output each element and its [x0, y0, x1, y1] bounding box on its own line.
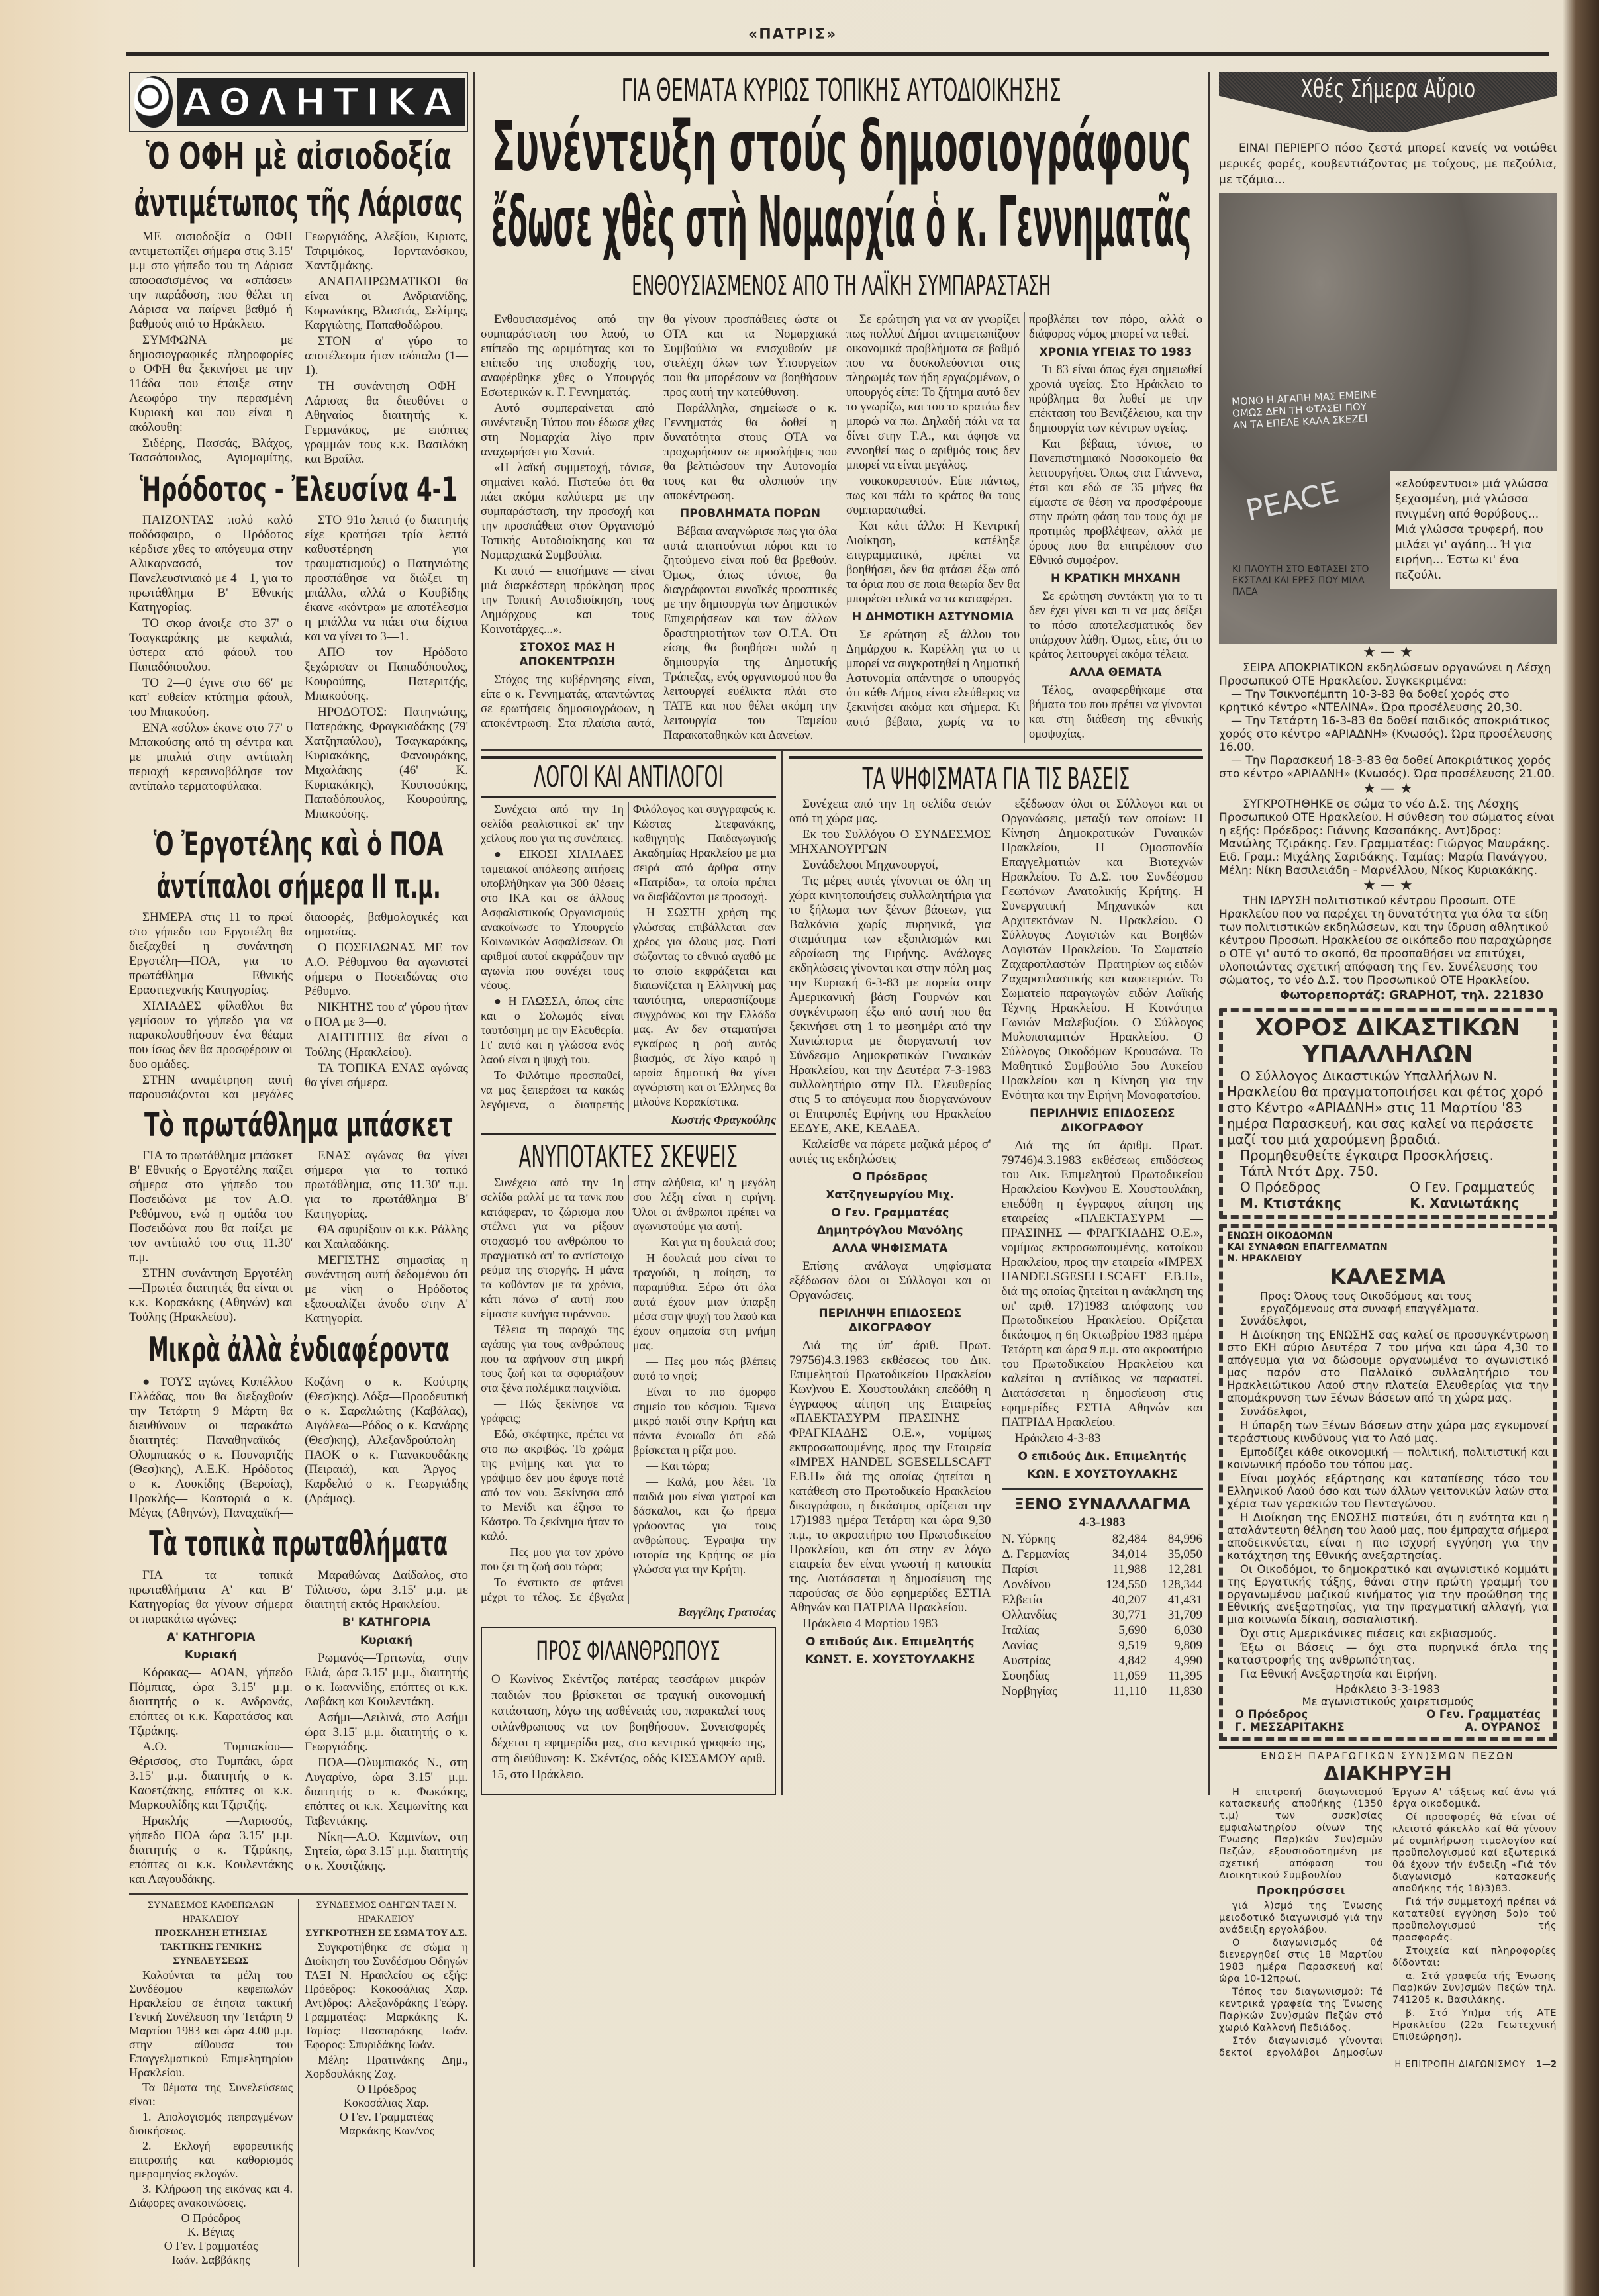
- paragraph: ΕΝΑΣ αγώνας θα γίνει σήμερα για το τοπικό πρωτάθλημα, στις 11.30' π.μ. για το πρωτάθλημα Β' Κατηγορίας.: [305, 1149, 468, 1221]
- paragraph: Μέλη: Πρατινάκης Δημ., Χορδουλάκης Ζαχ.: [305, 2052, 468, 2080]
- buy-rate: 11,110: [1113, 1684, 1147, 1698]
- right-column: [1210, 72, 1557, 2071]
- paragraph: ΓΙΑ τα τοπικά πρωταθλήματα Α' και Β' Κατηγορίας θα γίνουν σήμερα οι παρακάτω αγώνες:: [129, 1568, 293, 1626]
- paragraph: Η Διοίκηση της ΕΝΩΣΗΣ πιστεύει, ότι η ενότητα και η αταλάντευτη θέληση του λαού μας, που έμπραχτα σήμερα αποδεικνύεται, είναι η πιο ισχυρή εγγύηση για την κατάχτηση της Εθνικής ανεξαρτησίας.: [1227, 1511, 1549, 1562]
- paragraph: ΠΑΙΖΟΝΤΑΣ πολύ καλό ποδόσφαιρο, ο Ηρόδοτος κέρδισε χθες το απόγευμα στην Αλικαρνασσό, τον Πανελευσινιακό με 4—1, για το πρωτάθλημα Β' Εθνικής Κατηγορίας.: [129, 513, 293, 615]
- ergotelis-headline-1: Ὁ Ἐργοτέλης καὶ ὁ ΠΟΑ: [154, 825, 444, 864]
- sell-rate: 12,281: [1167, 1562, 1202, 1576]
- ofi-headline-2: ἀντιμέτωπος τῆς Λάρισας: [134, 181, 463, 225]
- paragraph: Είναι μοχλός εξάρτησης και καταπίεσης τόσο του Ελληνικού Λαού όσο και των άλλων γειτονικών λαών στα χέρια των γερακιών του Πενταγώνου.: [1227, 1472, 1549, 1510]
- forex-row: [1002, 1577, 1204, 1592]
- news-item: ΣΕΙΡΑ ΑΠΟΚΡΙΑΤΙΚΩΝ εκδηλώσεων οργανώνει η Λέσχη Προσωπικού ΟΤΕ Ηρακλείου. Συγκεκριμένα:: [1219, 661, 1551, 688]
- paragraph: Γιά τήν συμμετοχή πρέπει νά κατατεθεί εγγύηση 5ο)ο τού προϋπολογισμού τής προσφοράς.: [1392, 1897, 1557, 1943]
- paragraph: Ηρακλής —Λαρισσός, γήπεδο ΠΟΑ ώρα 3.15' μ.μ. διαιτητής ο κ. Τζιράκης, επόπτες οι κ.κ. Κουλεντάκης και Λαγουδάκης.: [129, 1813, 293, 1886]
- paragraph: Συγκροτήθηκε σε σώμα η Διοίκηση του Συνδέσμου Οδηγών ΤΑΞΙ Ν. Ηρακλείου ως εξής: Πρόεδρος: Κοκοσάλιας Χαρ. Αντ)δρος: Αλεξανδράκης Γεώργ. Γραμματέας: Μαρκάκης Κ. Ταμίας: Πασπαράκης Ιωάν. Έφορος: Σπυριδάκης Ιωάν.: [305, 1940, 468, 2051]
- diakiryxi-org: ΕΝΩΣΗ ΠΑΡΑΓΩΓΙΚΩΝ ΣΥΝ)ΣΜΩΝ ΠΕΖΩΝ: [1261, 1751, 1515, 1762]
- paragraph: ΣΥΜΦΩΝΑ με δημοσιογραφικές πληροφορίες ο ΟΦΗ θα ξεκινήσει με την 11άδα που έπαιξε στην Λεωφόρο την περασμένη Κυριακή και που είναι η ακόλουθη:: [129, 333, 293, 435]
- logoi-byline: Κωστής Φραγκούλης: [671, 1113, 776, 1126]
- paragraph: Έξω οι Βάσεις — όχι στα πυρηνικά όπλα της καταστροφής της ανθρωπότητας.: [1227, 1641, 1549, 1666]
- paragraph: ΜΕΓΙΣΤΗΣ σημασίας η συνάντηση αυτή δεδομένου ότι με νίκη ο Ηρόδοτος εξασφαλίζει άνοδο στην Α' Κατηγορία.: [305, 1253, 468, 1326]
- paragraph: Συνάδελφοι Μηχανουργοί,: [802, 858, 939, 872]
- paragraph: Τα θέματα της Συνελεύσεως είναι:: [129, 2080, 293, 2108]
- subheading: ΠΡΟΒΛΗΜΑΤΑ ΠΟΡΩΝ: [679, 507, 821, 520]
- subheading: ΠΕΡΙΛΗΨΙΣ ΕΠΙΔΟΣΕΩΣ ΔΙΚΟΓΡΑΦΟΥ: [1030, 1107, 1175, 1135]
- subheading: Χατζηγεωργίου Μιχ.: [826, 1188, 955, 1202]
- paragraph: Κόρακας— ΑΟΑΝ, γήπεδο Πόμπιας, ώρα 3.15' μ.μ. διαιτητής ο κ. Ανδρονάς, επόπτες οι κ.κ. Καρατάσος και Τζιράκης.: [129, 1665, 293, 1738]
- center-lower-left: [481, 751, 783, 1795]
- paragraph: ΔΙΑΙΤΗΤΗΣ θα είναι ο Τούλης (Ηρακλείου).: [305, 1031, 468, 1060]
- paragraph: Ο Πρόεδρος: [181, 2211, 241, 2224]
- xoros-body: Ο Σύλλογος Δικαστικών Υπαλλήλων Ν. Ηρακλείου θα πραγματοποιήσει και φέτος χορό στο Κέντρο «ΑΡΙΑΔΝΗ» στις 11 Μαρτίου '83 ημέρα Παρασκευή, και σας καλεί να περάσετε μαζί του μιά χαρούμενη βραδιά.: [1227, 1068, 1543, 1147]
- kalesma-notice: [1219, 1224, 1557, 1741]
- paragraph: γιά λ)σμό της Ένωσης μειοδοτικό διαγωνισμό γιά την ανάδειξη εργολάβου.: [1219, 1901, 1383, 1935]
- paragraph: Η δουλειά μου είναι το τραγούδι, η ποίηση, τα παραμύθια. Ξέρω ότι όλα αυτά έχουν μιαν ύπαρξη μέσα στην ψυχή του λαού και έχουν σημασία στη μνήμη μας.: [633, 1251, 776, 1352]
- paragraph: Οι Οικοδόμοι, το δημοκρατικό και αγωνιστικό κομμάτι της Εργατικής τάξης, θάναι στην πρώτη γραμμή του οργανωμένου μαζικού κινήματος για την προώθηση της Εθνικής ανεξαρτησίας, για την πραγματική αλλαγή, για μια κοινωνία δίκαιη, σοσιαλιστική.: [1227, 1563, 1549, 1626]
- currency-name: Λονδίνου: [1002, 1578, 1051, 1592]
- paragraph: Στόχος της κυβέρνησης είναι, είπε ο κ. Γεννηματάς, απαντώντας σε ερωτήσεις δημοσιογράφων, η αποκέντρωση. Στα πλαίσια αυτά, θα γίνουν προσπάθειες ώστε οι ΟΤΑ και τα Νομαρχιακά Συμβούλια να ενισχυθούν με στελέχη όλων των Υπουργείων που θα μπορέσουν να βοηθήσουν προς αυτή την κατεύθυνση.: [481, 313, 837, 730]
- paragraph: Διά της ύπ' άριθ. Πρωτ. 79756)4.3.1983 εκθέσεως του Δικ. Επιμελητού Πρωτοδικείου Ηρακλείου Κων)νου Ε. Χουστουλάκη επεδόθη η έγγραφος αίτηση της Εταιρείας «ΠΛΕΚΤΑΣΥΡΜ ΠΡΑΣΙΝΗΣ — ΦΡΑΓΚΙΑΔΗΣ Ο.Ε.», νομίμως εκπροσωπουμένης, προς την Εταιρεία «IMPEX HANDEL SGESELLSCAFT F.B.H» διά της οποίας ζητείται η κατάθεση στο Πρωτοδικείο Ηρακλείου δικογράφου, η δικάσιμος ορίζεται την 17)1983 ημέρα Τετάρτη και ώρα 9,30 π.μ., το ακροατήριο του Πρωτοδικείου Ηρακλείου, και ότι στην εν λόγω εταιρεία δεν είναι γνωστή η κατοικία της. Διατάσσεται η δημοσίευση της παρούσας σε δύο εφημερίδες ΕΣΤΙΑ Αθηνών και ΠΑΤΡΙΔΑ Ηρακλείου.: [789, 1339, 991, 1615]
- news-item: ΤΗΝ ΙΔΡΥΣΗ πολιτιστικού κέντρου Προσωπ. ΟΤΕ Ηρακλείου που να παρέχει τη δυνατότητα για όλα τα είδη των πολιτιστικών εκδηλώσεων, και την ίδρυση αθλητικού κέντρου Προσωπ. Ηρακλείου σε οικόπεδο που παραχώρησε ο ΟΤΕ γι' αυτό το σκοπό, θα προσπαθήσει να επιτύχει, υλοποιώντας σχετική απόφαση της Γεν. Συνέλευσης του σώματος, το νέο Δ.Σ. του Προσωπικού ΟΤΕ Ηρακλείου.: [1219, 894, 1553, 987]
- banner: [1219, 72, 1557, 132]
- paragraph: Μαρκάκης Κων/νος: [338, 2123, 434, 2137]
- basket-headline: Τὸ πρωτάθλημα μπάσκετ: [144, 1106, 453, 1145]
- buy-rate: 5,690: [1118, 1623, 1147, 1637]
- paragraph: Η επιτροπή διαγωνισμού κατασκευής αποθήκης (1350 τ.μ) των συσκ)σίας εμφιαλωτηρίου οίνων της Ένωσης Παρ)κών Συν)σμών Πεζών, εξουσιοδοτημένη με σχετική απόφαση του Διοικητικού Συμβουλίου: [1219, 1787, 1383, 1881]
- paragraph: Συνάδελφοι,: [1240, 1406, 1307, 1418]
- paragraph: Κοκοσάλιας Χαρ.: [343, 2095, 430, 2109]
- currency-name: Ιταλίας: [1002, 1623, 1040, 1637]
- subheading: ΣΤΟΧΟΣ ΜΑΣ Η ΑΠΟΚΕΝΤΡΩΣΗ: [519, 641, 616, 669]
- paragraph: Καλούνται τα μέλη του Συνδέσμου κεφεπωλών Ηρακλείου σε έτησια τακτική Γενική Συνέλευση την Τετάρτη 9 Μαρτίου 1983 και ώρα 4.00 μ.μ. στην αίθουσα του Επαγγελματικού Επιμελητηρίου Ηρακλείου.: [129, 1968, 293, 2079]
- paragraph: Τι 83 είναι όπως έχει σημειωθεί χρονιά υγείας. Στο Ηράκλειο το πρόβλημα θα λυθεί με την επέκταση του Βενιζέλειου, και την δημιουργία των κέντρων υγείας.: [1029, 363, 1202, 435]
- sports-section-logo: [129, 72, 468, 132]
- paragraph: Όχι στις Αμερικάνικες πιέσεις και εκβιασμούς.: [1240, 1627, 1497, 1640]
- sell-rate: 128,344: [1161, 1578, 1202, 1592]
- lead-article-body: [481, 312, 1202, 743]
- paragraph: ΤΑ ΤΟΠΙΚΑ ΕΝΑΣ αγώνας θα γίνει σήμερα.: [305, 1061, 468, 1090]
- paragraph: 3. Κλήρωση της εικόνας και 4. Διάφορες ανακοινώσεις.: [129, 2181, 293, 2209]
- buy-rate: 34,014: [1112, 1547, 1147, 1561]
- subheading: ΠΕΡΙΛΗΨΗ ΕΠΙΔΟΣΕΩΣ ΔΙΚΟΓΡΑΦΟΥ: [818, 1307, 962, 1335]
- basket-article-body: [129, 1149, 468, 1327]
- paragraph: ΣΤΟ 91ο λεπτό (ο διαιτητής είχε κρατήσει τρία λεπτά καθυστέρηση για τραυματισμούς) ο Πατηνιώτης προσπάθησε να διώξει τη μπάλλα, αλλά ο Κουβίδης έκανε «κόντρα» με αποτέλεσμα η μπάλλα να πάει στα δίχτυα και να γίνει το 3—1.: [305, 513, 468, 644]
- paragraph: ΝΙΚΗΤΗΣ του α' γύρου ήταν ο ΠΟΑ με 3—0.: [305, 1000, 468, 1029]
- paragraph: Μαραθώνας—Δαίδαλος, στο Τύλισσο, ώρα 3.15' μ.μ. με διαιτητή εκτός Ηρακλείου.: [305, 1568, 468, 1611]
- xoros-line: Προμηθευθείτε έγκαιρα Προσκλήσεις.: [1240, 1147, 1494, 1163]
- paragraph: Εμποδίζει κάθε οικονομική — πολιτική, πολιτιστική και κοινωνική πρόοδο του τόπου μας.: [1227, 1446, 1549, 1471]
- paragraph: Στόν διαγωνισμό γίνονται δεκτοί εργολάβοι Δημοσίων Έργων Α' τάξεως καί άνω γιά έργα οικοδομικά.: [1219, 1787, 1557, 2058]
- forex-date: 4-3-1983: [1079, 1515, 1126, 1529]
- forex-row: [1002, 1607, 1204, 1623]
- sell-rate: 35,050: [1167, 1547, 1202, 1561]
- signature-role: Ο Πρόεδρος: [1235, 1708, 1308, 1721]
- lead-headline-2: ἔδωσε χθὲς στὴ Νομαρχία ὁ κ. Γεννηματᾶς: [491, 181, 1192, 262]
- sell-rate: 6,030: [1174, 1623, 1202, 1637]
- paragraph: Είναι το πιο όμορφο σημείο του κόσμου. Έμενα μικρό παιδί στην Κρήτη και πάντα ένοιωθα ότι εδώ βρίσκεται η ρίζα μου.: [633, 1385, 776, 1457]
- subheading: Η ΔΗΜΟΤΙΚΗ ΑΣΤΥΝΟΜΙΑ: [852, 610, 1014, 624]
- signature-role: Ο Γεν. Γραμματεύς: [1410, 1179, 1535, 1195]
- filanthropous-body: Ο Κωνίνος Σκέντζος πατέρας τεσσάρων μικρών παιδιών που βρίσκεται σε τραγική οικονομική κατάσταση, λόγω της ασθένειάς του, παρακαλεί τους φιλάνθρωπους να τον βοηθήσουν. Συνεισφορές δέχεται η εφημερίδα μας, στο κεντρικό γραφείο της, στη διεύθυνση: Κ. Σκέντζος, οδός ΚΙΣΣΑΜΟΥ αριθ. 15, στο Ηράκλειο.: [491, 1672, 765, 1782]
- paragraph: 2. Εκλογή εφορευτικής επιτροπής και καθορισμός ημερομηνίας εκλογών.: [129, 2138, 293, 2180]
- signature-role: Ο Γεν. Γραμματέας: [1426, 1708, 1541, 1721]
- paragraph: Ηράκλειο 4-3-83: [1014, 1431, 1101, 1445]
- forex-row: [1002, 1668, 1204, 1684]
- paragraph: Σε ερώτηση συντάκτη για το τι δεν έχει γίνει και τι να μας δείξει το πόσο αποτελεσματικός δεν υπάρχουν λάθη. Όμως, είπε, ότι το κράτος λειτουργεί ακόμα τέλεια.: [1029, 590, 1202, 661]
- paragraph: Κ. Βέγιας: [187, 2224, 234, 2238]
- paragraph: Παράλληλα, σημείωσε ο κ. Γεννηματάς θα δοθεί η δυνατότητα στους ΟΤΑ να προχωρήσουν σε προσλήψεις που θα βελτιώσουν την Αυτονομία τους και θα ολοπιούν την αποκέντρωση.: [663, 402, 837, 502]
- paragraph: ΜΕ αισιοδοξία ο ΟΦΗ αντιμετωπίζει σήμερα στις 3.15' μ.μ στο γήπεδο του τη Λάρισα αποφασισμένος να «σπάσει» την παράδοση, που θέλει τη Λάρισα να παίρνει βαθμό ή βαθμούς από το Ηράκλειο.: [129, 230, 293, 332]
- paragraph: Το ένστικτο σε φτάνει μέχρι το τέλος. Σε έβγαλα στην αλήθεια, κι' η μεγάλη σου λέξη είναι η ειρήνη. Όλοι οι άνθρωποι πρέπει να αγωνιστούμε για αυτή.: [481, 1176, 776, 1603]
- paragraph: Τέλεια τη παραχώ της αγάπης για τους ανθρώπους που τα αφήνουν στη μικρή τους ζωή και τα σφυριάζουν στα ξένα πολέμικα παιχνίδια.: [481, 1323, 624, 1394]
- news-item: — Την Τετάρτη 16-3-83 θα δοθεί παιδικός αποκριάτικος χορός στο κέντρο «ΑΡΙΑΔΝΗ» (Κνωσός). Ώρα προσέλευσης 16.00.: [1219, 714, 1553, 754]
- kalesma-recipients: Προς: Όλους τους Οικοδόμους και τους εργαζόμενους στα συναφή επαγγέλματα.: [1260, 1290, 1479, 1315]
- diakiryxi-code: 1—2: [1535, 2060, 1557, 2070]
- news-item: — Την Παρασκευή 18-3-83 θα δοθεί Αποκριάτικος χορός στο κέντρο «ΑΡΙΑΔΝΗ» (Κνωσός). Ώρα προσέλευσης 21.00.: [1219, 754, 1555, 781]
- forex-row: [1002, 1653, 1204, 1668]
- paragraph: Τέλος, αναφερθήκαμε στα βήματα του που πρέπει να γίνονται και στη διάθεση της εθνικής ομοψυχίας.: [1029, 684, 1202, 741]
- topika-headline: Τὰ τοπικὰ πρωταθλήματα: [149, 1523, 448, 1564]
- paragraph: Βέβαια αναγνώρισε πως για όλα αυτά απαιτούνται πόροι και το ζητούμενο είναι πού θα βρεθούν. Όμως, όπως τόνισε, θα διαγράφονται ευνοϊκές προοπτικές με την δημιουργία των Δημοτικών Επιχειρήσεων και των άλλων δραστηριοτήτων των Ο.Τ.Α. Ότι είσης θα βοηθήσει πολύ η δημιουργία της Δημοτικής Τράπεζας, ενός οργανισμού που θα λειτουργεί ευέλικτα πλάι στο ΤΑΤΕ και που θέλει ακόμη την λειτουργία του Ταμείου Παρακαταθηκών και Δανείων.: [663, 525, 837, 742]
- currency-name: Νορβηγίας: [1002, 1684, 1057, 1698]
- psifismata-column-1: [789, 797, 991, 1667]
- forex-row: [1002, 1592, 1204, 1607]
- ofi-article-body: [129, 230, 468, 467]
- paragraph: ● ΤΟΥΣ αγώνες Κυπέλλου Ελλάδας, που θα διεξαχθούν την Τετάρτη 9 Μάρτη θα διευθύνουν οι παρακάτω διαιτητές: Παναθηναϊκός—Ολυμπιακός ο κ. Πουναρτζής (Θεσ)κης), Α.Ε.Κ.—Ηρόδοτος ο κ. Λουκίδης (Βεροίας), Ηρακλής— Καστοριά ο κ. Μέγας (Αθηνών), Παναχαϊκή—Κοζάνη ο κ. Κούτρης (Θεσ)κης). Δόξα—Προοδευτική ο κ. Σαραλιώτης (Καβάλας), Αιγάλεω—Ρόδος ο κ. Κανάρης (Θεσ)κης), Αλεξανδρούπολη—ΠΑΟΚ ο κ. Γιανακουδάκης (Πειραιά), και Άργος—Καρδελιό ο κ. Γεωργιάδης (Δράμας).: [129, 1374, 468, 1520]
- paragraph: Και κάτι άλλο: Η Κεντρική Διοίκηση, κατέληξε επιγραμματικά, πρέπει να βοηθήσει, δεν θα φτάσει έξω από τα όρια που σε ποια θεωρία δεν θα μπορέσει τελικά να τα καταφέρει.: [846, 520, 1020, 606]
- subheading: Κυριακή: [360, 1633, 413, 1647]
- xoros-title: ΧΟΡΟΣ ΔΙΚΑΣΤΙΚΩΝ ΥΠΑΛΛΗΛΩΝ: [1255, 1014, 1521, 1068]
- sell-rate: 11,395: [1168, 1669, 1202, 1683]
- notice-title: ΠΡΟΣΚΛΗΣΗ ΕΤΗΣΙΑΣ ΤΑΚΤΙΚΗΣ ΓΕΝΙΚΗΣ ΣΥΝΕΛΕΥΣΕΩΣ: [154, 1927, 267, 1966]
- paragraph: Επίσης ανάλογα ψηφίσματα εξέδωσαν όλοι οι Σύλλογοι και οι Οργανώσεις.: [789, 1259, 991, 1302]
- notice-body: [305, 1940, 468, 2081]
- paragraph: εξέδωσαν όλοι οι Σύλλογοι και οι Οργανώσεις, μεταξύ των οποίων: Η Κίνηση Δημοκρατικών Γυναικών Ηρακλείου, Η Ομοσπονδία Επαγγελματιών και Βιοτεχνών Ηρακλείου. Το Δ.Σ. του Συνδέσμου Γεωπόνων Ανατολικής Κρήτης. Η Συνεργατική Μηχανικών και Αρχιτεκτόνων Ν. Ηρακλείου. Ο Σύλλογος Λογιστών και Βοηθών Λογιστών Ηρακλείου. Το Σωματείο Ζαχαροπλαστών—Πρατηρίων ως ειδών Ζαχαροπλαστικής και καφετεριών. Το Σωματείο παραγωγών ειδών Λαϊκής Τέχνης Ηρακλείου. Η Κοινότητα Γωνιών Μαλεβυζίου. Ο Σύλλογος Μυλοποταμιτών Ηρακλείου. Ο Σύλλογος Οικοδόμων Κρουσώνα. Το Μαθητικό Συμβούλιο 5ου Λυκείου Ηρακλείου και η Κίνηση για την Ενότητα και την Ειρήνη Μονοφατσίου.: [1001, 797, 1203, 1102]
- paragraph: Η ύπαρξη των Ξένων Βάσεων στην χώρα μας εγκυμονεί τεράστιους κινδύνους για το Λαό μας.: [1227, 1419, 1549, 1445]
- kalesma-org: ΕΝΩΣΗ ΟΙΚΟΔΟΜΩΝ ΚΑΙ ΣΥΝΑΦΩΝ ΕΠΑΓΓΕΛΜΑΤΩΝ Ν. ΗΡΑΚΛΕΙΟΥ: [1227, 1231, 1388, 1264]
- kalesma-greeting: Με αγωνιστικούς χαιρετισμούς: [1302, 1696, 1474, 1708]
- subheading: Ο επιδούς Δικ. Επιμελητής: [805, 1635, 975, 1649]
- paragraph: Ο ΠΟΣΕΙΔΩΝΑΣ ΜΕ τον Α.Ο. Ρέθυμνου θα αγωνιστεί σήμερα ο Ποσειδώνας στο Ρέθυμνο.: [305, 941, 468, 999]
- paragraph: Σιδέρης, Πασσάς, Βλάχος, Τασσόπουλος, Αγιομαμίτης, Γεωργιάδης, Αλεξίου, Κιριατς, Τσιριμόκος, Ιορντανόσκου, Χαντζιμάκης.: [129, 230, 468, 465]
- paragraph: α. Στά γραφεία τής Ένωσης Παρ)κών Συν)σμών Πεζών τηλ. 741205 κ. Βασιλάκης.: [1392, 1971, 1557, 2005]
- paragraph: Ηράκλειο 4 Μαρτίου 1983: [802, 1617, 938, 1631]
- herodotos-article-body: [129, 513, 468, 822]
- paragraph: ΓΙΑ το πρωτάθλημα μπάσκετ Β' Εθνικής ο Εργοτέλης παίζει σήμερα στο γήπεδο του Ποσειδώνα με τον Α.Ο. Ρεθύμνου, ενώ η ομάδα του Ποσειδώνα που θα παίξει με τον αντίπαλό του στις 11.30' π.μ.: [129, 1149, 293, 1265]
- sell-rate: 41,431: [1167, 1593, 1202, 1607]
- anypotaktes-byline: Βαγγέλης Γρατσέας: [678, 1605, 776, 1619]
- paragraph: Συνέχεια από την 1η σελίδα ρεαλιστικοί εκ' την χείλους που για τις συνέπειες.: [481, 802, 624, 845]
- forex-row: [1002, 1547, 1204, 1562]
- lead-subhead: ΕΝΘΟΥΣΙΑΣΜΕΝΟΣ ΑΠΟ ΤΗ ΛΑΪΚΗ ΣΥΜΠΑΡΑΣΤΑΣΗ: [632, 271, 1051, 301]
- anypotaktes-header: [481, 1133, 776, 1175]
- mikra-article-body: [129, 1375, 468, 1521]
- center-lower-right: [783, 751, 1203, 1699]
- paragraph: Για Εθνική Ανεξαρτησία και Ειρήνη.: [1240, 1668, 1437, 1680]
- paragraph: «Η λαϊκή συμμετοχή, τόνισε, σημαίνει καλό. Πιστεύω ότι θα πάει ακόμα καλύτερα με την συμπαράσταση, την προσοχή και την προσπάθεια στον Οργανισμό Τοπικής Αυτοδιοίκησης και τα Νομαρχιακά Συμβούλια.: [481, 461, 654, 562]
- paragraph: Ο διαγωνισμός θά διενεργηθεί στις 18 Μαρτίου 1983 ημέρα Παρασκευή καί ώρα 10-12πρωί.: [1219, 1938, 1383, 1984]
- paragraph: β. Στό Υπ)μα τής ΑΤΕ Ηρακλείου (22α Γεωτεχνική Επιθεώρηση).: [1392, 2008, 1557, 2042]
- buy-rate: 11,988: [1112, 1562, 1147, 1576]
- ergotelis-headline-2: ἀντίπαλοι σήμερα ΙΙ π.μ.: [156, 867, 441, 906]
- sell-rate: 4,990: [1174, 1654, 1202, 1668]
- paragraph: — Πες μου πώς βλέπεις αυτό το νησί;: [633, 1355, 776, 1382]
- paragraph: ΣΤΗΝ συνάντηση Εργοτέλη—Πρωτέα διαιτητές θα είναι οι κ.κ. Κορακάκης (Αθηνών) και Τούλης (Ηρακλείου).: [129, 1267, 293, 1325]
- paragraph: Συνέχεια από την 1η σελίδα ραλλί με τα τανκ που κατάφεραν, το ζώρισμα που στέλνει για να ρίξουν στοχασμό του ανθρώπου το πραγματικό απ' το αντίστοιχο ρεύμα της στοργής. Η μάνα τα καθόνταν με τα χρόνια, κάτι πάνω σ' αυτή που είμαστε κυνήγια τυράννου.: [481, 1176, 624, 1320]
- subheading: Η ΚΡΑΤΙΚΗ ΜΗΧΑΝΗ: [1050, 572, 1181, 585]
- paragraph: Συνάδελφοι,: [1240, 1315, 1307, 1327]
- lead-headline-1: Συνέντευξη στούς δημοσιογράφους: [491, 106, 1192, 187]
- star-separator: ★ — ★: [1363, 644, 1413, 661]
- subheading: ΑΛΛΑ ΘΕΜΑΤΑ: [1069, 666, 1162, 679]
- topika-article-body: [129, 1568, 468, 1887]
- paragraph: ΤΗ συνάντηση ΟΦΗ—Λάρισας θα διευθύνει ο Αθηναίος διαιτητής κ. Γερμανάκος, με επόπτες γραμμών τους κ.κ. Βασιλάκη και Βραΐλα.: [305, 379, 468, 467]
- sports-column: [129, 72, 475, 2267]
- graffiti-peace: PEACE: [1243, 475, 1342, 528]
- anypotaktes-article-body: [481, 1175, 776, 1604]
- anypotaktes-title: ΑΝΥΠΟΤΑΚΤΕΣ ΣΚΕΨΕΙΣ: [518, 1139, 738, 1174]
- bottom-notices: [129, 1893, 468, 2267]
- signature-name: Γ. ΜΕΣΣΑΡΙΤΑΚΗΣ: [1235, 1721, 1345, 1733]
- paragraph: Ιωάν. Σαββάκης: [171, 2252, 250, 2266]
- buy-rate: 82,484: [1112, 1532, 1147, 1546]
- xoros-ad: [1219, 1008, 1557, 1219]
- forex-title: ΞΕΝΟ ΣΥΝΑΛΛΑΓΜΑ: [1014, 1495, 1190, 1513]
- buy-rate: 124,550: [1106, 1578, 1147, 1592]
- currency-name: Αυστρίας: [1002, 1654, 1051, 1668]
- notice-signatures: [305, 2082, 468, 2138]
- paragraph: ΗΡΟΔΟΤΟΣ: Πατηνιώτης, Πατεράκης, Φραγκιαδάκης (79' Χατζηπαύλου), Τσαγκαράκης, Κυριακάκης, Φανουράκης, Μιχαλάκης (46' Κ. Κυριακάκης), Κουτσούκης, Παπαδόπουλος, Κουρούπης, Μπακούσης.: [305, 705, 468, 822]
- taxi-notice: [299, 1899, 468, 2267]
- center-column: [475, 72, 1210, 1795]
- subheading: Ο Γεν. Γραμματέας: [831, 1206, 949, 1220]
- paragraph: Το Φιλότιμο προσπαθεί, να μας ξεπεράσει τα κακώς λεγόμενα, ο διαπρεπής Φιλόλογος και συγγραφεύς κ. Κώστας Στεφανάκης, καθηγητής Παιδαγωγικής Ακαδημίας Ηρακλείου με μια σειρά από άρθρα στην «Πατρίδα», τα οποία πρέπει να διαβάζονται με προσοχή.: [481, 802, 776, 1111]
- notice-signatures: [129, 2211, 293, 2267]
- buy-rate: 4,842: [1118, 1654, 1147, 1668]
- diakiryxi-title: ΔΙΑΚΗΡΥΞΗ: [1324, 1762, 1452, 1786]
- forex-row: [1002, 1638, 1204, 1653]
- filanthropous-title: ΠΡΟΣ ΦΙΛΑΝΘΡΩΠΟΥΣ: [536, 1636, 721, 1666]
- paragraph: Α.Ο. Τυμπακίου— Θέρισσος, στο Τυμπάκι, ώρα 3.15' μ.μ. διαιτητής ο κ. Καφετζάκης, επόπτες οι κ.κ. Μαρκουλίδης και Τζιρτζής.: [129, 1739, 293, 1812]
- kalesma-title: ΚΑΛΕΣΜΑ: [1330, 1265, 1446, 1290]
- paragraph: ΘΑ σφυρίξουν οι κ.κ. Ράλλης και Χαιλαδάκης.: [305, 1223, 468, 1252]
- logoi-article-body: [481, 802, 776, 1112]
- forex-row: [1002, 1562, 1204, 1577]
- psifismata-columns: [789, 797, 1203, 1699]
- currency-name: Ολλανδίας: [1002, 1608, 1057, 1622]
- notice-org: ΣΥΝΔΕΣΜΟΣ ΚΑΦΕΠΩΛΩΝ ΗΡΑΚΛΕΙΟΥ: [148, 1899, 274, 1925]
- notice-org: ΣΥΝΔΕΣΜΟΣ ΟΔΗΓΩΝ ΤΑΞΙ Ν. ΗΡΑΚΛΕΙΟΥ: [316, 1899, 457, 1925]
- paragraph: ΣΗΜΕΡΑ στις 11 το πρωί στο γήπεδο του Εργοτέλη θα διεξαχθεί η συνάντηση Εργοτέλη—ΠΟΑ, για το πρωτάθλημα Εθνικής Ερασιτεχνικής Κατηγορίας.: [129, 910, 293, 998]
- paragraph: Ρωμανός—Τριτωνία, στην Ελιά, ώρα 3.15' μ.μ., διαιτητής ο κ. Ιωαννίδης, επόπτες οι κ.κ. Δαβάκη και Κουλεντάκη.: [305, 1650, 468, 1709]
- column-intro: ΕΙΝΑΙ ΠΕΡΙΕΡΓΟ πόσο ζεστά μπορεί κανείς να νοιώθει μερικές φορές, κουβεντιάζοντας με τοίχους, με πεζούλια, με τζάμια...: [1219, 142, 1557, 187]
- currency-name: Ελβετία: [1002, 1593, 1043, 1607]
- sports-logo-text: ΑΘΛΗΤΙΚΑ: [177, 78, 465, 126]
- signature-name: Α. ΟΥΡΑΝΟΣ: [1465, 1721, 1541, 1733]
- paragraph: Και βέβαια, τόνισε, το Πανεπιστημιακό Νοσοκομείο θα λειτουργήσει. Όπως στα Γιάννενα, έτσι και εδώ σε 35 μήνες θα είμαστε σε θέση να προσφέρουμε στην πρώτη φάση του τους όχι με προτιμώς προβλέψεων, αλλά με όρους που θα επιτρέπουν στο Εθνικό συμφέρον.: [1029, 438, 1202, 567]
- sell-rate: 31,709: [1167, 1608, 1202, 1622]
- paragraph: Συνέχεια από την 1η σελίδα σειών από τη χώρα μας.: [789, 797, 991, 826]
- paragraph: Τόπος του διαγωνισμού: Τά κεντρικά γραφεία της Ένωσης Παρ)κών Συν)σμών Πεζών στό χωριό Καλλονή Πεδιάδος.: [1219, 1987, 1383, 2033]
- kalesma-date: Ηράκλειο 3-3-1983: [1335, 1683, 1440, 1696]
- signature-name: Μ. Κτιστάκης: [1240, 1195, 1341, 1211]
- ofi-headline-1: Ὁ ΟΦΗ μὲ αἰσιοδοξία: [146, 135, 452, 178]
- paragraph: Τις μέρες αυτές γίνονται σε όλη τη χώρα κινητοποιήσεις συλλαλητήρια για το ξήλωμα των ξένων βάσεων, για Βαλκάνια χωρίς πυρηνικά, για σταμάτημα των εξοπλισμών και εδραίωση της Ειρήνης. Ανάλογες εκδηλώσεις γίνονται και στην πόλη μας την Κυριακή 6-3-83 με πορεία στην Αμερικανική βάση Γουρνών και συγκέντρωση έξω από αυτή που θα ξεκινήσει στη 1 το μεσημέρι από την Χανιώπορτα με διοργανωτή τον Σύνδεσμο Δημοκρατικών Γυναικών Ηρακλείου, και την Δευτέρα 7-3-1983 συλλαλητήριο στην Πλ. Ελευθερίας στις 5 το απόγευμα που διοργανώνουν οι Επιτροπές Ειρήνης του Ηρακλείου ΕΕΔΥΕ, ΑΚΕ, ΚΕΑΔΕΑ.: [789, 874, 991, 1135]
- diakiryxi-notice: [1219, 1746, 1557, 2071]
- paragraph: ΤΟ 2—0 έγινε στο 66' με κατ' ευθείαν κτύπημα φάουλ, του Μπακούση.: [129, 676, 293, 720]
- paragraph: 1. Απολογισμός πεπραγμένων διοικήσεως.: [129, 2109, 293, 2137]
- psifismata-column-2: [1002, 797, 1204, 1482]
- currency-name: Δανίας: [1002, 1639, 1038, 1652]
- center-lower: [481, 749, 1202, 1795]
- newspaper-name: «ΠΑΤΡΙΣ»: [748, 26, 838, 43]
- star-separator: ★ — ★: [1363, 781, 1413, 797]
- paragraph: — Και τώρα;: [646, 1459, 710, 1472]
- news-item: ΣΥΓΚΡΟΤΗΘΗΚΕ σε σώμα το νέο Δ.Σ. της Λέσχης Προσωπικού ΟΤΕ Ηρακλείου. Η σύνθεση του σώματος είναι η εξής: Πρόεδρος: Γιάννης Κασαπάκης. Αντ)δρος: Μανώλης Τζιράκης. Γεν. Γραμματέας: Γιώργος Μαυράκης. Ειδ. Γραμ.: Μιχάλης Σαριδάκης. Ταμίας: Μαρία Πανάγγου, Μέλη: Νίκη Βασιλειάδη - Μαρνέλλου, Νίκος Κυριακάκης.: [1219, 798, 1555, 877]
- currency-name: Ν. Υόρκης: [1002, 1532, 1055, 1546]
- star-separator: ★ — ★: [1363, 877, 1413, 894]
- subheading: ΑΛΛΑ ΨΗΦΙΣΜΑΤΑ: [832, 1242, 948, 1255]
- graffiti-text: ΚΙ ΠΛΟΥΤΗ ΣΤΟ ΕΦΤΑΣΕΙ ΣΤΟ ΕΚΣΤΑΔΙ ΚΑΙ ΕΡΕΣ ΠΟΥ ΜΙΛΑ ΠΛΕΑ: [1232, 564, 1369, 597]
- currency-name: Δ. Γερμανίας: [1002, 1547, 1069, 1561]
- psifismata-title: ΤΑ ΨΗΦΙΣΜΑΤΑ ΓΙΑ ΤΙΣ ΒΑΣΕΙΣ: [862, 762, 1130, 796]
- top-rule: [126, 52, 1549, 56]
- subheading: ΚΩΝ. Ε ΧΟΥΣΤΟΥΛΑΚΗΣ: [1027, 1468, 1178, 1481]
- subheading: Ο επιδούς Δικ. Επιμελητής: [1018, 1450, 1187, 1463]
- paragraph: ΤΟ σκορ άνοιξε στο 37' ο Τσαγκαράκης με κεφαλιά, ύστερα από φάουλ του Παπαδόπουλου.: [129, 616, 293, 675]
- paragraph: Σε ερώτηση εξ άλλου του Δημάρχου κ. Καρέλλη για το τι μπορεί να συγκροτηθεί η Δημοτική Αστυνομία απάντησε ο υπουργός ότι κάθε Δήμος είναι ελεύθερος να ξεκινήσει ακόμα και σήμερα. Κι αυτό βέβαια, χωρίς να το προβλέπει τον πόρο, αλλά ο διάφορος νόμος μπορεί να τεθεί.: [846, 313, 1202, 729]
- buy-rate: 30,771: [1112, 1608, 1147, 1622]
- paragraph: Ο Πρόεδρος: [356, 2081, 416, 2095]
- signature-role: Ο Πρόεδρος: [1240, 1179, 1321, 1195]
- signature-name: Κ. Χανιωτάκης: [1410, 1195, 1520, 1211]
- notice-body: [129, 1968, 293, 2210]
- currency-name: Παρίσι: [1002, 1562, 1038, 1576]
- paragraph: ΣΤΟΝ α' γύρο το αποτέλεσμα ήταν ισόπαλο (1—1).: [305, 334, 468, 378]
- paragraph: ● Η ΓΛΩΣΣΑ, όπως είπε και ο Σολωμός είναι ταυτόσημη με την Ελευθερία. Γι' αυτό και η γλώσσα ενός λαού είναι η ψυχή του.: [481, 994, 624, 1066]
- photo-credit: Φωτορεπορτάζ: GRAPHOT, τηλ. 221830: [1279, 988, 1543, 1002]
- paragraph: Διά της ύπ άριθμ. Πρωτ. 79746)4.3.1983 εκθέσεως επιδόσεως του Δικ. Επιμελητού Πρωτοδικείου Ηρακλείου Κων)νου Ε. Χουστουλάκη, επεδόθη η έγγραφος αίτηση της εταιρείας «ΠΛΕΚΤΑΣΥΡΜ — ΠΡΑΣΙΝΗΣ — ΦΡΑΓΚΙΑΔΗΣ Ο.Ε.», νομίμως εκπροσωπουμένης, κατοίκου Ηρακλείου, προς την εταιρεία «IMPEX HANDELSGESELLSCAFT F.B.H», διά της οποίας ζητείται η ανάκληση της υπ' αριθ. 17)1983 απόφασης του Πρωτοδικείου Ηρακλείου. Ορίζεται δικάσιμος η 6η Οκτωβρίου 1983 ημέρα Τετάρτη και ώρα 9 π.μ. στο ακροατήριο του Πρωτοδικείου Ηρακλείου και καλείται η αντίδικος να παραστεί. Διατάσσεται η δημοσίευση στις εφημερίδες ΕΣΤΙΑ Αθηνών και ΠΑΤΡΙΔΑ Ηρακλείου.: [1001, 1139, 1203, 1429]
- paragraph: ΣΤΗΝ αναμέτρηση αυτή παρουσιάζονται και μεγάλες διαφορές, βαθμολογικές και σημασίας.: [129, 910, 468, 1102]
- forex-table: [1002, 1531, 1204, 1699]
- forex-section: [1002, 1488, 1204, 1699]
- sell-rate: 9,809: [1174, 1639, 1202, 1652]
- paragraph: — Καλά, μου λέει. Τα παιδιά μου είναι γιατροί και δάσκαλοι, και ζω ήρεμα γράφοντας για τους ανθρώπους. Έγραψα την ιστορία της Κρήτης σε μία γλώσσα για την Κρήτη.: [633, 1475, 776, 1576]
- paragraph: Εκ του Συλλόγου Ο ΣΥΝΔΕΣΜΟΣ ΜΗΧΑΝΟΥΡΓΩΝ: [789, 828, 991, 856]
- graffiti-photo: [1219, 193, 1557, 644]
- diakiryxi-body: [1219, 1786, 1557, 2059]
- paragraph: Κι αυτό — επισήμανε — είναι μιά διαρκέστερη πρόκληση προς την Τοπική Αυτοδιοίκηση, τους Δημάρχους και τους Κοινοτάρχες...».: [481, 565, 654, 636]
- xoros-price: Τάπλ Ντότ Δρχ. 750.: [1240, 1163, 1379, 1179]
- paragraph: ΑΠΟ τον Ηρόδοτο ξεχώρισαν οι Παπαδόπουλος, Κουρούπης, Πατεριτζής, Μπακούσης.: [305, 646, 468, 704]
- paragraph: Ο Γεν. Γραμματέας: [164, 2238, 258, 2252]
- diakiryxi-signature: Η ΕΠΙΤΡΟΠΗ ΔΙΑΓΩΝΙΣΜΟΥ: [1394, 2060, 1526, 2070]
- paragraph: ΕΝΑ «σόλο» έκανε στο 77' ο Μπακούσης από τη σέντρα και με μπαλιά στην αντίπαλη περιοχή κεραυνοβόλησε τον αντίπαλο τερματοφύλακα.: [129, 721, 293, 794]
- paragraph: ● ΕΙΚΟΣΙ ΧΙΛΙΑΔΕΣ ταμειακοί απόλεσης αιτήσεις υποβλήθηκαν για 300 θέσεις στο ΙΚΑ και σε άλλους Ασφαλιστικούς Οργανισμούς ανακοίνωσε το Υπουργείο Κοινωνικών Ασφαλίσεων. Οι αριθμοί αυτοί εκφράζουν την αγωνία που συνέχει τους νέους.: [481, 847, 624, 992]
- football-icon: [134, 76, 173, 128]
- paragraph: Ενθουσιασμένος από την συμπαράσταση του λαού, το επίπεδο της ωριμότητας και το επίπεδο της υποδοχής του, αναφέρθηκε χθες ο Υπουργός Εσωτερικών κ. Γ. Γεννηματάς.: [481, 313, 654, 399]
- psifismata-header: [789, 756, 1203, 797]
- right-news-items: [1219, 646, 1557, 987]
- buy-rate: 9,519: [1118, 1639, 1147, 1652]
- paragraph: Σε ερώτηση για να αν γνωρίζει πως πολλοί Δήμοι αντιμετωπίζουν οικονομικά προβλήματα σε βαθμό που να δυσκολεύονται στις πληρωμές των ήδη εργαζομένων, ο υπουργός είπε: Το ζήτημα αυτό δεν το γνωρίζω, και του το κρατάω δεν μπορώ να πω. Δηλαδή πάλι να τα δίνει στην Τ.Α., και άφησε να εννοηθεί πως ο αριθμός τους δεν μπορεί να είναι μεγάλος.: [846, 313, 1020, 472]
- news-item: — Την Τσικνοπέμπτη 10-3-83 θα δοθεί χορός στο κρητικό κέντρο «ΝΤΕΛΙΝΑ». Ώρα προσέλευσης 20,30.: [1219, 688, 1523, 714]
- logoi-title: ΛΟΓΟΙ ΚΑΙ ΑΝΤΙΛΟΓΟΙ: [534, 760, 723, 794]
- paragraph: Η ΣΩΣΤΗ χρήση της γλώσσας επιβάλλεται σαν χρέος για όλους μας. Γιατί σώζοντας το εθνικό αγαθό με το οποίο εκφράζεται και διαιωνίζεται η Ελληνική μας ταυτότητα, υπερασπίζουμε συγχρόνως και την Ελλάδα μας. Αν δεν σταματήσει εγκαίρως η ροή αυτός βιασμός, σε λίγο καιρό η ωραία δημοτική θα γίνει αγνώριστη και οι Έλληνες θα μιλούνε Κορακίστικα.: [633, 906, 776, 1108]
- herodotos-headline: Ἡρόδοτος - Ἐλευσίνα 4-1: [140, 470, 458, 509]
- mikra-headline: Μικρὰ ἀλλὰ ἐνδιαφέροντα: [148, 1330, 450, 1370]
- sell-rate: 84,996: [1167, 1532, 1202, 1546]
- subheading: Β' ΚΑΤΗΓΟΡΙΑ: [342, 1615, 431, 1629]
- graffiti-text: ΜΟΝΟ Η ΑΓΑΠΗ ΜΑΣ ΕΜΕΙΝΕ ΟΜΩΣ ΔΕΝ ΤΗ ΦΤΑΣΕΙ ΠΟΥ ΑΝ ΤΑ ΕΠΕΛΕ ΚΑΛΑ ΣΚΕΖΕΙ: [1231, 388, 1377, 432]
- subheading: Προκηρύσσει: [1257, 1884, 1345, 1897]
- logoi-header: [481, 756, 776, 798]
- paragraph: νοικοκυρευτούν. Είπε πάντως, πως και πάλι το κράτος θα τους συμπαρασταθεί.: [846, 475, 1020, 517]
- sell-rate: 11,830: [1168, 1684, 1202, 1698]
- paragraph: Ο Γεν. Γραμματέας: [339, 2109, 434, 2123]
- paragraph: Νίκη—Α.Ο. Καμινίων, στη Σητεία, ώρα 3.15' μ.μ. διαιτητής ο κ. Χουτζάκης.: [305, 1829, 468, 1873]
- paragraph: Στοιχεία καί πληροφορίες δίδονται:: [1392, 1946, 1557, 1968]
- paragraph: Εδώ, σκέφτηκε, πρέπει να στο πω ακριβώς. Το χρώμα της μνήμης και για το γράψιμο δεν μου έφυγε ποτέ από τον νου. Ξεκίνησα από το Μενίδι και έζησα το Κάστρο. Το ξεκίνημα ήταν το καλό.: [481, 1427, 624, 1543]
- paragraph: — Και για τη δουλειά σου;: [646, 1235, 776, 1249]
- currency-name: Σουηδίας: [1002, 1669, 1049, 1683]
- notice-title: ΣΥΓΚΡΟΤΗΣΗ ΣΕ ΣΩΜΑ ΤΟΥ Δ.Σ.: [305, 1927, 467, 1938]
- subheading: Α' ΚΑΤΗΓΟΡΙΑ: [166, 1630, 256, 1644]
- paragraph: Οί προσφορές θά είναι σέ κλειστό φάκελλο καί θά γίνουν μέ συμπλήρωση τιμολογίου καί προϋπολογισμού καί εξωτερικά θά έχουν τήν ένδειξη «Γιά τόν διαγωνισμό κατασκευής αποθήκης τής 18)3)83.: [1392, 1812, 1557, 1894]
- paragraph: ΠΟΑ—Ολυμπιακός Ν., στη Λυγαρίνο, ώρα 3.15' μ.μ. διαιτητής ο κ. Φωκάκης, επόπτες οι κ.κ. Χειμωνίτης και Ταβεντάκης.: [305, 1755, 468, 1828]
- filanthropous-box: [481, 1627, 776, 1795]
- kafepolon-notice: [129, 1899, 299, 2267]
- kalesma-body: [1227, 1315, 1549, 1680]
- forex-row: [1002, 1623, 1204, 1638]
- subheading: ΧΡΟΝΙΑ ΥΓΕΙΑΣ ΤΟ 1983: [1039, 346, 1192, 359]
- ergotelis-article-body: [129, 910, 468, 1102]
- paragraph: Καλείσθε να πάρετε μαζικά μέρος σ' αυτές τις εκδηλώσεις: [789, 1137, 991, 1166]
- subheading: Κυριακή: [184, 1648, 238, 1662]
- paragraph: — Πώς ξεκίνησε να γράφεις;: [481, 1397, 624, 1425]
- paragraph: ΧΙΛΙΑΔΕΣ φίλαθλοι θα γεμίσουν το γήπεδο για να παρακολουθήσουν ένα θέαμα που ίσως δεν θα προσφέρουν οι δυο ομάδες.: [129, 999, 293, 1072]
- paragraph: Αυτό συμπεραίνεται από συνέντευξη Τύπου που έδωσε χθες στη Νομαρχία λίγο πριν αναχωρήσει για Χανιά.: [481, 402, 654, 459]
- forex-row: [1002, 1531, 1204, 1547]
- paragraph: Η Διοίκηση της ΕΝΩΣΗΣ σας καλεί σε προσυγκέντρωση στο ΕΚΗ αύριο Δευτέρα 7 του μήνα και ώρα 4,30 το απόγευμα για να δώσουμε οργανωμένα το αγωνιστικό μας παρόν στο Παλλαϊκό συλλαλητήριο του Ηρακλειώτικου Λαού στην πλατεία Ελευθερίας για την απομάκρυνση των Ξένων Βάσεων από τη χώρα μας.: [1227, 1329, 1549, 1404]
- paragraph: Ασήμι—Δειλινά, στο Ασήμι ώρα 3.15' μ.μ. διαιτητής ο κ. Γεωργιάδης.: [305, 1710, 468, 1754]
- subheading: Ο Πρόεδρος: [852, 1171, 928, 1184]
- forex-row: [1002, 1684, 1204, 1699]
- paragraph: — Πες μου για τον χρόνο που ζει τη ζωή σου τώρα;: [481, 1545, 624, 1573]
- buy-rate: 11,059: [1112, 1669, 1147, 1683]
- subheading: Δημητρόγλου Μανόλης: [816, 1224, 963, 1237]
- lead-kicker: ΓΙΑ ΘΕΜΑΤΑ ΚΥΡΙΩΣ ΤΟΠΙΚΗΣ ΑΥΤΟΔΙΟΙΚΗΣΗΣ: [621, 72, 1062, 108]
- paragraph: ΑΝΑΠΛΗΡΩΜΑΤΙΚΟΙ θα είναι οι Ανδριανίδης, Κορωνάκης, Βλαστός, Σελίμης, Καργιώτης, Παπαθοδώρου.: [305, 275, 468, 333]
- buy-rate: 40,207: [1112, 1593, 1147, 1607]
- subheading: ΚΩΝΣΤ. Ε. ΧΟΥΣΤΟΥΛΑΚΗΣ: [804, 1653, 975, 1666]
- banner-title: Χθές Σήμερα Αὔριο: [1300, 74, 1475, 103]
- photo-caption: «ελούφεντυοι» μιά γλώσσα ξεχασμένη, μιά γλώσσα πνιγμένη από θορύβους... Μιά γλώσσα τρυφερή, που μιλάει γι' αγάπη... Ή για ειρήνη... Έστω κι' ένα πεζούλι.: [1390, 471, 1557, 589]
